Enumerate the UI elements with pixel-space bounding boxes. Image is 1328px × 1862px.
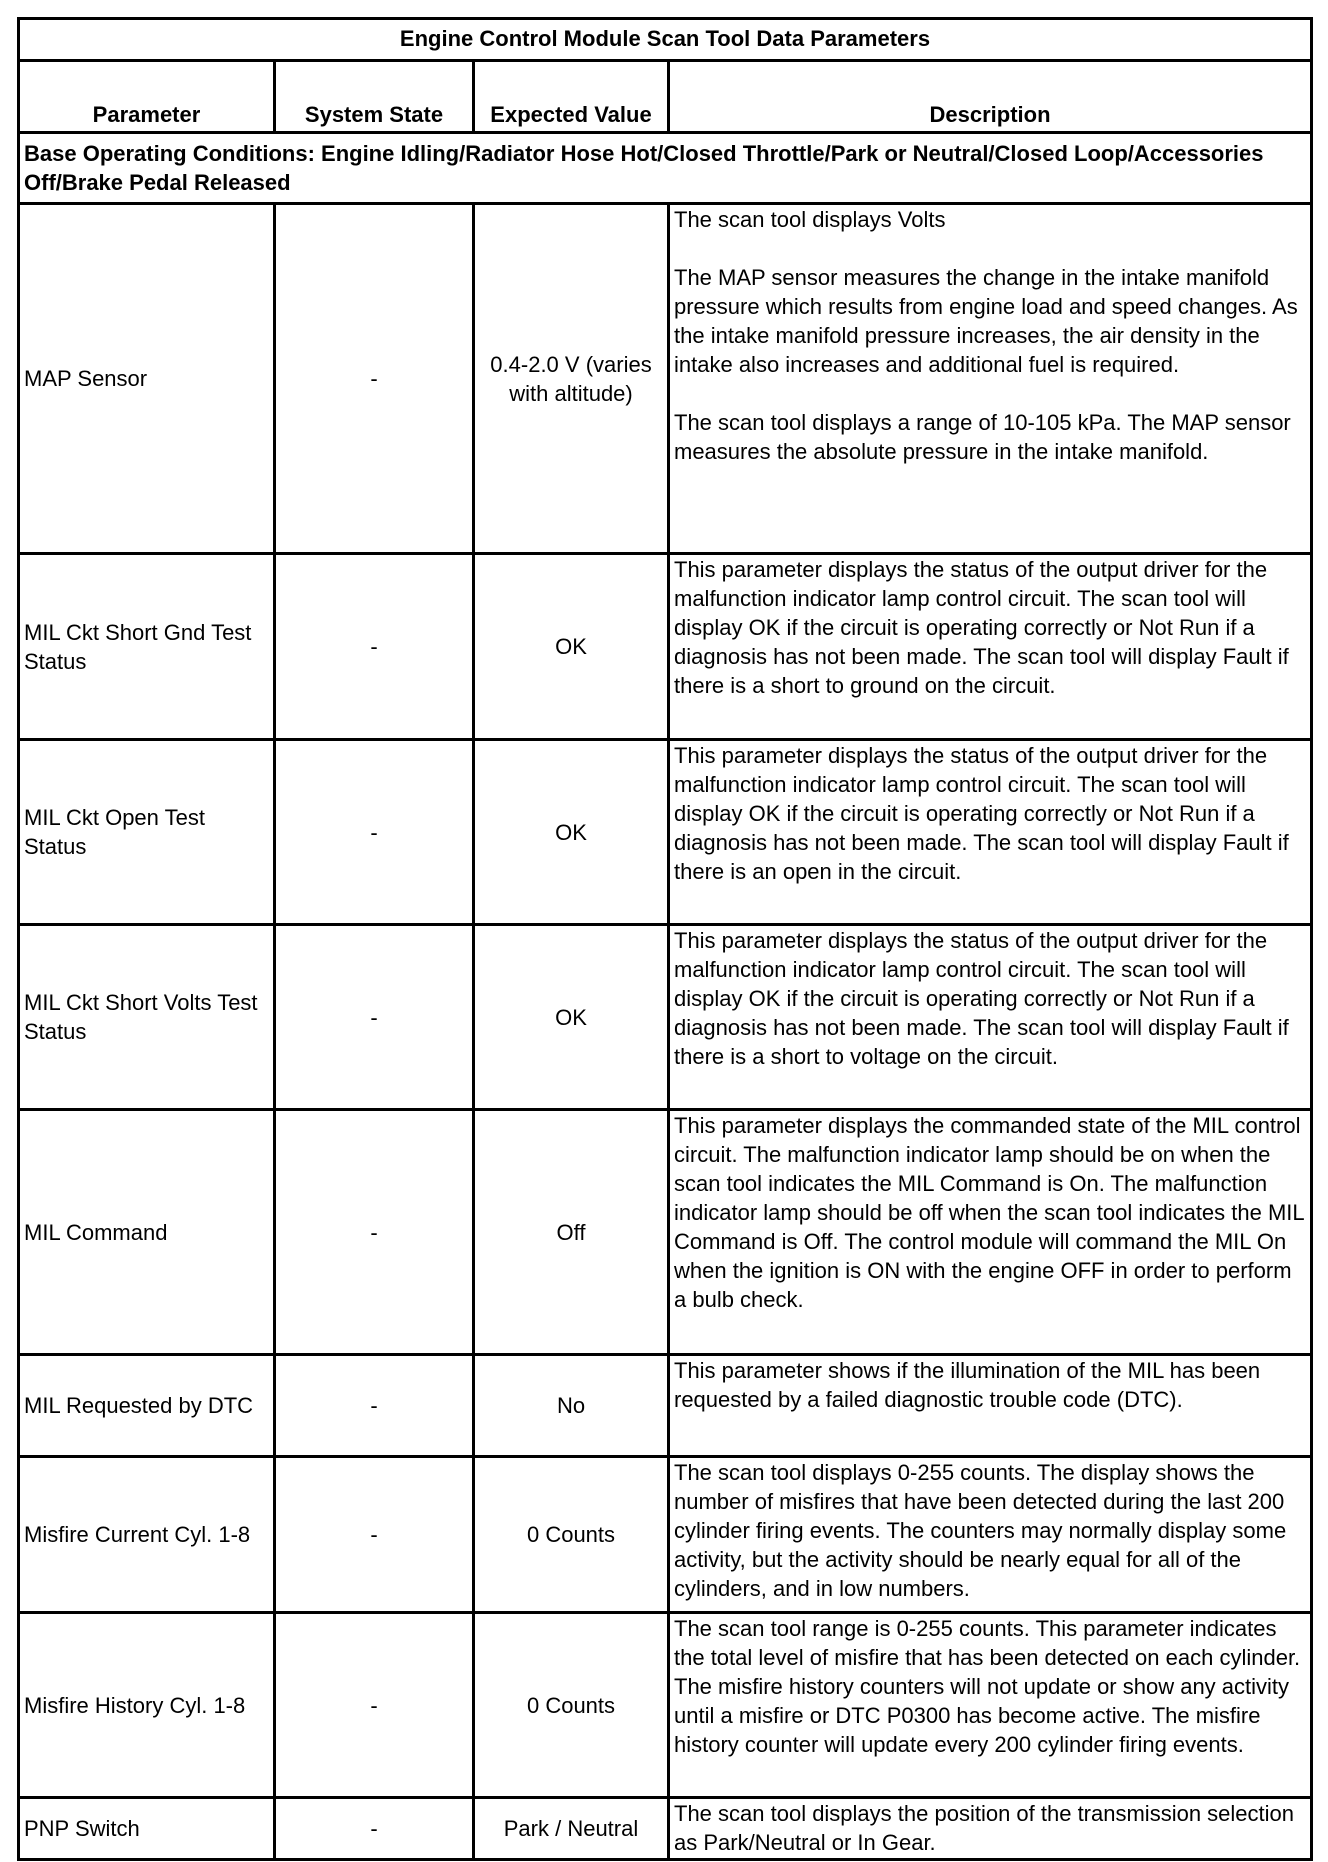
table-row — [19, 1457, 1312, 1613]
description-paragraph: This parameter displays the commanded state of the MIL control circuit. The malfunction indicator lamp should be on when the scan tool indicates the MIL Command is On. The malfunction indicator lamp should be off when the scan tool indicates the MIL Command is Off. The control module will command the MIL On when the ignition is ON with the engine OFF in order to perform a bulb check. — [674, 1113, 1304, 1312]
header-description: Description — [669, 61, 1312, 133]
system-state-cell: - — [275, 925, 474, 1110]
system-state-cell: - — [275, 1798, 474, 1860]
system-state-cell: - — [275, 740, 474, 925]
expected-value-cell: OK — [474, 554, 669, 740]
description-paragraph: This parameter displays the status of the output driver for the malfunction indicator lamp control circuit. The scan tool will display OK if the circuit is operating correctly or Not Run if a diagnosis has not been made. The scan tool will display Fault if there is a short to voltage on the circuit. — [674, 928, 1289, 1069]
description-cell — [669, 925, 1312, 1110]
header-system-state: System State — [275, 61, 474, 133]
description-cell — [669, 1613, 1312, 1798]
parameter-cell: PNP Switch — [19, 1798, 275, 1860]
table-row — [19, 925, 1312, 1110]
system-state-cell: - — [275, 1613, 474, 1798]
header-parameter: Parameter — [19, 61, 275, 133]
header-expected-value: Expected Value — [474, 61, 669, 133]
table-row — [19, 1110, 1312, 1355]
expected-value-cell: OK — [474, 740, 669, 925]
system-state-cell: - — [275, 1457, 474, 1613]
expected-value-cell: Park / Neutral — [474, 1798, 669, 1860]
description-paragraph: The scan tool displays 0-255 counts. The display shows the number of misfires that have been detected during the last 200 cylinder firing events. The counters may normally display some activity, but the activity should be nearly equal for all of the cylinders, and in low numbers. — [674, 1460, 1287, 1601]
system-state-cell: - — [275, 204, 474, 554]
expected-value-cell: Off — [474, 1110, 669, 1355]
parameter-cell: MIL Command — [19, 1110, 275, 1355]
table-row — [19, 1355, 1312, 1457]
table-row — [19, 554, 1312, 740]
description-cell — [669, 1798, 1312, 1860]
table-title: Engine Control Module Scan Tool Data Parameters — [19, 19, 1312, 61]
parameter-cell: MIL Requested by DTC — [19, 1355, 275, 1457]
description-paragraph: The scan tool displays the position of the transmission selection as Park/Neutral or In Gear. — [674, 1801, 1294, 1855]
system-state-cell: - — [275, 1355, 474, 1457]
parameter-cell: MAP Sensor — [19, 204, 275, 554]
table-row — [19, 740, 1312, 925]
expected-value-cell: No — [474, 1355, 669, 1457]
parameter-cell: MIL Ckt Short Volts Test Status — [19, 925, 275, 1110]
system-state-cell: - — [275, 554, 474, 740]
base-operating-conditions: Base Operating Conditions: Engine Idling/Radiator Hose Hot/Closed Throttle/Park or Neutral/Closed Loop/Accessories Off/Brake Pedal Released — [19, 133, 1312, 204]
description-paragraph: This parameter shows if the illumination of the MIL has been requested by a failed diagnostic trouble code (DTC). — [674, 1358, 1261, 1412]
description-paragraph: The MAP sensor measures the change in the intake manifold pressure which results from engine load and speed changes. As the intake manifold pressure increases, the air density in the intake also increases and additional fuel is required. — [674, 265, 1298, 377]
parameter-cell: MIL Ckt Open Test Status — [19, 740, 275, 925]
description-cell — [669, 204, 1312, 554]
description-cell — [669, 554, 1312, 740]
table-row — [19, 1613, 1312, 1798]
parameter-cell: Misfire Current Cyl. 1-8 — [19, 1457, 275, 1613]
system-state-cell: - — [275, 1110, 474, 1355]
description-cell — [669, 1355, 1312, 1457]
description-paragraph: The scan tool range is 0-255 counts. This parameter indicates the total level of misfire that has been detected on each cylinder. The misfire history counters will not update or show any activity until a misfire or DTC P0300 has become active. The misfire history counter will update every 200 cylinder firing events. — [674, 1616, 1301, 1757]
description-cell — [669, 740, 1312, 925]
table-row — [19, 1798, 1312, 1860]
description-cell — [669, 1457, 1312, 1613]
expected-value-cell: OK — [474, 925, 669, 1110]
expected-value-cell: 0 Counts — [474, 1613, 669, 1798]
expected-value-cell: 0.4-2.0 V (varies with altitude) — [474, 204, 669, 554]
parameter-cell: MIL Ckt Short Gnd Test Status — [19, 554, 275, 740]
expected-value-cell: 0 Counts — [474, 1457, 669, 1613]
description-paragraph: This parameter displays the status of the output driver for the malfunction indicator lamp control circuit. The scan tool will display OK if the circuit is operating correctly or Not Run if a diagnosis has not been made. The scan tool will display Fault if there is a short to ground on the circuit. — [674, 557, 1289, 698]
scan-tool-data-table — [17, 17, 1313, 1861]
description-cell — [669, 1110, 1312, 1355]
parameter-cell: Misfire History Cyl. 1-8 — [19, 1613, 275, 1798]
table-row — [19, 204, 1312, 554]
description-paragraph: The scan tool displays Volts — [674, 207, 946, 232]
description-paragraph: The scan tool displays a range of 10-105 kPa. The MAP sensor measures the absolute pressure in the intake manifold. — [674, 410, 1291, 464]
description-paragraph: This parameter displays the status of the output driver for the malfunction indicator lamp control circuit. The scan tool will display OK if the circuit is operating correctly or Not Run if a diagnosis has not been made. The scan tool will display Fault if there is an open in the circuit. — [674, 743, 1289, 884]
